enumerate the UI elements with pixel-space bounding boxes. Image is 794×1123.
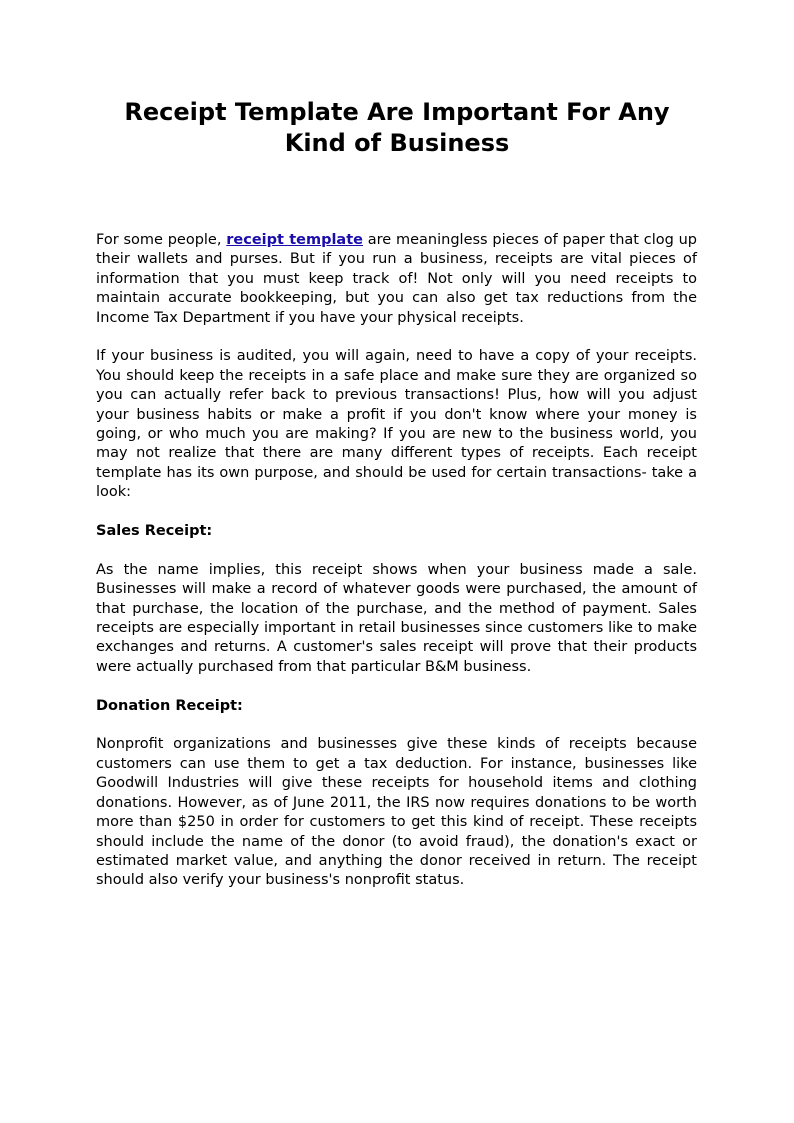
document-title: Receipt Template Are Important For Any Kind of Business — [124, 98, 670, 157]
donation-receipt-heading: Donation Receipt: — [96, 697, 243, 714]
receipt-template-link[interactable]: receipt template — [226, 232, 363, 248]
intro-prefix: For some people, — [96, 232, 227, 248]
document-body — [96, 231, 697, 910]
sales-receipt-paragraph: As the name implies, this receipt shows when your business made a sale. Businesses will make a record of whatever goods were purchased, the amount of that purchase, the location of the purchase, and the method of payment. Sales receipts are especially important in retail businesses since customers like to make exchanges and returns. A customer's sales receipt will prove that their products were actually purchased from that particular B&M business. — [96, 561, 697, 675]
intro-paragraph — [96, 231, 697, 328]
paragraph-audit: If your business is audited, you will again, need to have a copy of your receipts. You should keep the receipts in a safe place and make sure they are organized so you can actually refer back to previous transactions! Plus, how will you adjust your business habits or make a profit if you don't know where your money is going, or who much you are making? If you are new to the business world, you may not realize that there are many different types of receipts. Each receipt template has its own purpose, and should be used for certain transactions- take a look: — [96, 348, 697, 501]
donation-receipt-paragraph: Nonprofit organizations and businesses give these kinds of receipts because customers can use them to get a tax deduction. For instance, businesses like Goodwill Industries will give these receipts for household items and clothing donations. However, as of June 2011, the IRS now requires donations to be worth more than $250 in order for customers to get this kind of receipt. These receipts should include the name of the donor (to avoid fraud), the donation's exact or estimated market value, and anything the donor received in return. The receipt should also verify your business's nonprofit status. — [96, 736, 697, 889]
intro-suffix: are meaningless pieces of paper that clog up their wallets and purses. But if you run a business, receipts are vital pieces of information that you must keep track of! Not only will you need receipts to maintain accurate bookkeeping, but you can also get tax reductions from the Income Tax Department if you have your physical receipts. — [96, 232, 697, 326]
sales-receipt-heading: Sales Receipt: — [96, 523, 213, 540]
